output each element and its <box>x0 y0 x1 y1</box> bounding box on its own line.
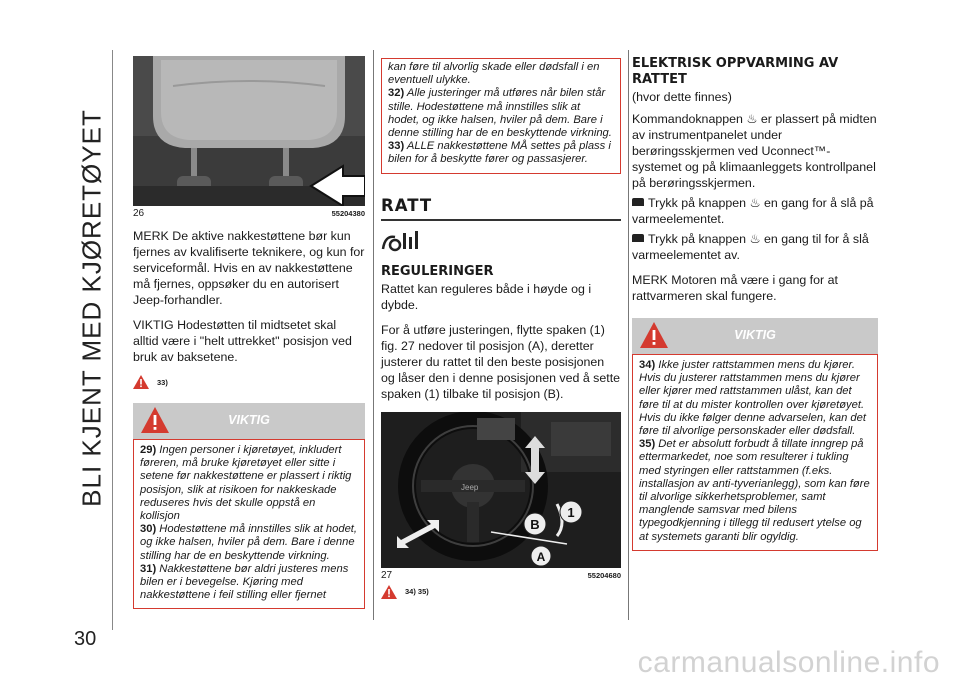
regulering-paragraph-2: For å utføre justeringen, flytte spaken (1) fig. 27 nedover til posisjon (A), deretter justerer du rattet til den beste posisjonen og låser den i denne posisjonen ved å sette spaken (1) tilbake til posisjon (B). <box>381 322 621 401</box>
warning-triangle-icon <box>381 585 397 599</box>
note-text: Det er absolutt forbudt å tillate inngrep på ettermarkedet, noe som resulterer i tukling med styringen eller rattstammen (f.eks. installasjon av anti-tyverianlegg), som kan føre til alvorlige sikkerhetsproblemer, samt manglende samsvar med bilens typegodkjenning i tillegg til redusert ytelse og at systemets garanti blir ogyldig. <box>639 438 870 543</box>
steering-wheel-illustration <box>381 412 621 568</box>
instruction-bullet <box>632 195 878 227</box>
merk-paragraph: MERK De aktive nakkestøttene bør kun fjernes av kvalifiserte teknikere, og kun for serviceformål. Hvis en av nakkestøttene må fjernes, oppsøker du en autorisert Jeep-forhandler. <box>133 229 365 307</box>
note-text: Nakkestøttene bør aldri justeres mens bilen er i bevegelse. Kjøring med nakkestøttene i feil stilling eller fjernet <box>140 562 349 602</box>
note-text: Ingen personer i kjøretøyet, inkludert føreren, må bruke kjøretøyet eller sitte i setene før nakkestøttene er plassert i riktig posisjon, slik at risikoen for nakkeskade reduseres hvis det skulle oppstå en kollisjon <box>140 444 352 523</box>
callout-1: 1 <box>567 504 575 520</box>
car-bullet-icon <box>632 234 644 242</box>
note-number: 34) <box>639 359 656 371</box>
warning-ref-number: 34) 35) <box>405 587 429 597</box>
column-divider-1 <box>373 50 374 620</box>
note-number: 35) <box>639 438 656 451</box>
side-divider <box>112 50 113 630</box>
svg-text:Jeep: Jeep <box>461 482 479 492</box>
note-item <box>140 444 358 523</box>
viktig-header <box>632 318 878 354</box>
column-3 <box>632 56 878 551</box>
headrest-illustration <box>133 56 365 206</box>
figure-code: 55204680 <box>587 570 621 580</box>
steering-wheel-photo <box>381 412 621 568</box>
figure-number: 26 <box>133 208 145 219</box>
note-text: Alle justeringer må utføres når bilen står stille. Hodestøttene må innstilles slik at hodet, og ikke halsen, hviler på dem. Bare i denne stilling har de en beskyttende virkning. <box>388 87 612 140</box>
chapter-title-text: BLI KJENT MED KJØRETØYET <box>76 109 107 507</box>
merk-paragraph: MERK Motoren må være i gang for at rattvarmeren skal fungere. <box>632 273 838 303</box>
viktig-notes-box <box>133 439 365 609</box>
note-number: 33) <box>388 140 405 153</box>
warning-reference <box>133 375 365 389</box>
warning-triangle-icon <box>133 375 149 389</box>
instruction-bullet <box>632 231 878 263</box>
bullet-text: Trykk på knappen ♨ en gang til for å slå varmeelementet av. <box>632 232 869 262</box>
note-continued-text: kan føre til alvorlig skade eller dødsfall i en eventuell ulykke. <box>388 61 600 87</box>
heating-paragraph: Kommandoknappen ♨ er plassert på midten av instrumentpanelet under berøringsskjermen ved Uconnect™-systemet og på klimaanleggets kontrollpanel på berøringsskjermen. <box>632 112 877 190</box>
figure-code: 55204380 <box>331 209 365 218</box>
note-item <box>639 359 871 438</box>
watermark: carmanualsonline.info <box>637 646 940 679</box>
note-item <box>140 563 358 603</box>
page-number: 30 <box>74 628 97 650</box>
column-divider-2 <box>628 50 629 620</box>
note-number: 30) <box>140 523 157 536</box>
bullet-text: Trykk på knappen ♨ en gang for å slå på varmeelementet. <box>632 196 874 226</box>
note-item <box>388 87 614 140</box>
column-1 <box>133 56 365 609</box>
note-text: Ikke juster rattstammen mens du kjører. Hvis du justerer rattstammen mens du kjører eller kjører med rattstammen ulåst, kan det føre til at du mister kontrollen over kjøretøyet. Hvis du ikke følger denne advarselen, kan det føre til alvorlige personskader eller dødsfall. <box>639 359 866 438</box>
figure-number: 27 <box>381 569 393 581</box>
steering-adjust-icon <box>381 229 421 253</box>
warning-ref-number: 33) <box>157 377 168 387</box>
note-item <box>388 140 614 166</box>
note-text: Hodestøttene må innstilles slik at hodet, og ikke halsen, hviler på dem. Bare i denne stilling har de en beskyttende virkning. <box>140 523 358 562</box>
section-title: ELEKTRISK OPPVARMING AV RATTET <box>632 56 839 87</box>
viktig-paragraph: VIKTIG Hodestøtten til midtsetet skal alltid være i "helt uttrekket" posisjon ved bruk av baksetene. <box>133 318 352 364</box>
callout-a: A <box>536 549 546 564</box>
headrest-photo <box>133 56 365 206</box>
side-chapter-title <box>62 48 122 568</box>
section-title: RATT <box>381 196 621 221</box>
note-number: 31) <box>140 562 157 575</box>
figure-26 <box>133 56 365 219</box>
subtitle: (hvor dette finnes) <box>632 90 732 104</box>
note-number: 32) <box>388 87 405 100</box>
viktig-notes-continued <box>381 58 621 174</box>
viktig-label: VIKTIG <box>734 328 776 342</box>
note-text: ALLE nakkestøttene MÅ settes på plass i bilen for å beskytte fører og passasjerer. <box>388 140 611 166</box>
car-bullet-icon <box>632 198 644 206</box>
note-item <box>140 523 358 563</box>
note-number: 29) <box>140 444 157 456</box>
viktig-notes-box <box>632 354 878 551</box>
subsection-title: REGULERINGER <box>381 263 494 279</box>
viktig-header <box>133 403 365 439</box>
callout-b: B <box>530 516 540 532</box>
warning-reference <box>381 585 621 599</box>
viktig-label: VIKTIG <box>228 413 270 427</box>
column-2 <box>381 58 621 599</box>
note-item <box>639 438 871 544</box>
regulering-paragraph-1: Rattet kan reguleres både i høyde og i dybde. <box>381 281 592 312</box>
figure-27 <box>381 412 621 581</box>
